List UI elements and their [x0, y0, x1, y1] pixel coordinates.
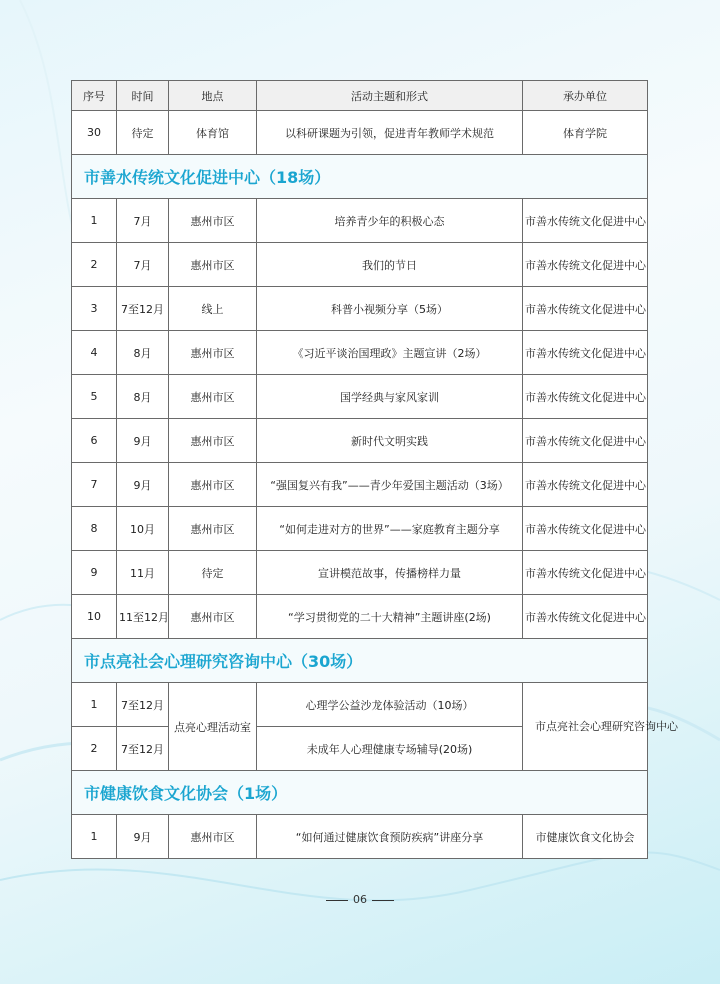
cell-place: 惠州市区 — [169, 595, 257, 639]
cell-no: 1 — [72, 683, 117, 727]
header-org: 承办单位 — [523, 81, 648, 111]
cell-place: 惠州市区 — [169, 243, 257, 287]
cell-no: 7 — [72, 463, 117, 507]
cell-place: 惠州市区 — [169, 199, 257, 243]
cell-time: 9月 — [117, 815, 169, 859]
cell-org: 市善水传统文化促进中心 — [523, 507, 648, 551]
table-row — [72, 243, 648, 287]
table-row — [72, 111, 648, 155]
cell-topic: 我们的节日 — [257, 243, 523, 287]
table-row — [72, 199, 648, 243]
cell-org: 市善水传统文化促进中心 — [523, 243, 648, 287]
section-title: 市善水传统文化促进中心（18场） — [72, 155, 648, 199]
cell-no: 1 — [72, 815, 117, 859]
cell-no: 9 — [72, 551, 117, 595]
section-heading-diet — [72, 771, 648, 815]
cell-org: 体育学院 — [523, 111, 648, 155]
cell-no: 30 — [72, 111, 117, 155]
cell-time: 10月 — [117, 507, 169, 551]
page-number-dash-right — [372, 900, 394, 901]
cell-no: 4 — [72, 331, 117, 375]
section-title: 市点亮社会心理研究咨询中心（30场） — [72, 639, 648, 683]
cell-topic: 科普小视频分享（5场） — [257, 287, 523, 331]
table-row — [72, 815, 648, 859]
cell-topic: “如何通过健康饮食预防疾病”讲座分享 — [257, 815, 523, 859]
cell-place: 线上 — [169, 287, 257, 331]
cell-topic: “如何走进对方的世界”——家庭教育主题分享 — [257, 507, 523, 551]
section-heading-shanshui — [72, 155, 648, 199]
cell-time: 11月 — [117, 551, 169, 595]
cell-org: 市善水传统文化促进中心 — [523, 331, 648, 375]
cell-org: 市健康饮食文化协会 — [523, 815, 648, 859]
cell-time: 待定 — [117, 111, 169, 155]
cell-no: 3 — [72, 287, 117, 331]
cell-place: 体育馆 — [169, 111, 257, 155]
cell-no: 2 — [72, 727, 117, 771]
cell-topic: 国学经典与家风家训 — [257, 375, 523, 419]
cell-no: 5 — [72, 375, 117, 419]
table-row — [72, 287, 648, 331]
section-title: 市健康饮食文化协会（1场） — [72, 771, 648, 815]
cell-time: 7月 — [117, 199, 169, 243]
cell-topic: 《习近平谈治国理政》主题宣讲（2场） — [257, 331, 523, 375]
cell-topic: 新时代文明实践 — [257, 419, 523, 463]
cell-time: 9月 — [117, 419, 169, 463]
header-time: 时间 — [117, 81, 169, 111]
cell-topic: 以科研课题为引领，促进青年教师学术规范 — [257, 111, 523, 155]
cell-no: 10 — [72, 595, 117, 639]
cell-org: 市善水传统文化促进中心 — [523, 551, 648, 595]
cell-org: 市善水传统文化促进中心 — [523, 199, 648, 243]
table-row — [72, 595, 648, 639]
table-row — [72, 683, 648, 727]
cell-place: 惠州市区 — [169, 507, 257, 551]
cell-org: 市善水传统文化促进中心 — [523, 595, 648, 639]
cell-time: 7至12月 — [117, 287, 169, 331]
activity-schedule-table — [71, 80, 678, 859]
cell-place: 待定 — [169, 551, 257, 595]
cell-time: 8月 — [117, 331, 169, 375]
page-number — [0, 893, 720, 906]
table-row — [72, 507, 648, 551]
cell-place: 惠州市区 — [169, 331, 257, 375]
cell-time: 7至12月 — [117, 683, 169, 727]
header-no: 序号 — [72, 81, 117, 111]
header-place: 地点 — [169, 81, 257, 111]
cell-no: 8 — [72, 507, 117, 551]
table-row — [72, 463, 648, 507]
cell-topic: “强国复兴有我”——青少年爱国主题活动（3场） — [257, 463, 523, 507]
cell-place-merged: 点亮心理活动室 — [169, 683, 257, 771]
org-text: 市点亮社会心理研究咨询中心 — [535, 720, 678, 733]
table-row — [72, 375, 648, 419]
table-header-row — [72, 81, 648, 111]
section-heading-dianliang — [72, 639, 648, 683]
cell-org: 市善水传统文化促进中心 — [523, 463, 648, 507]
cell-place: 惠州市区 — [169, 815, 257, 859]
page-number-text: 06 — [353, 893, 367, 906]
table-row — [72, 419, 648, 463]
cell-no: 2 — [72, 243, 117, 287]
cell-time: 7月 — [117, 243, 169, 287]
cell-place: 惠州市区 — [169, 463, 257, 507]
cell-time: 11至12月 — [117, 595, 169, 639]
cell-place: 惠州市区 — [169, 375, 257, 419]
cell-topic: “学习贯彻党的二十大精神”主题讲座(2场) — [257, 595, 523, 639]
cell-org-merged — [523, 683, 678, 771]
cell-time: 8月 — [117, 375, 169, 419]
cell-time: 7至12月 — [117, 727, 169, 771]
cell-topic: 宣讲模范故事，传播榜样力量 — [257, 551, 523, 595]
cell-time: 9月 — [117, 463, 169, 507]
cell-no: 6 — [72, 419, 117, 463]
cell-org: 市善水传统文化促进中心 — [523, 287, 648, 331]
header-topic: 活动主题和形式 — [257, 81, 523, 111]
cell-topic: 培养青少年的积极心态 — [257, 199, 523, 243]
table-row — [72, 331, 648, 375]
cell-topic: 未成年人心理健康专场辅导(20场) — [257, 727, 523, 771]
cell-place: 惠州市区 — [169, 419, 257, 463]
cell-org: 市善水传统文化促进中心 — [523, 419, 648, 463]
table-row — [72, 551, 648, 595]
cell-no: 1 — [72, 199, 117, 243]
page-number-dash-left — [326, 900, 348, 901]
cell-org: 市善水传统文化促进中心 — [523, 375, 648, 419]
cell-topic: 心理学公益沙龙体验活动（10场） — [257, 683, 523, 727]
